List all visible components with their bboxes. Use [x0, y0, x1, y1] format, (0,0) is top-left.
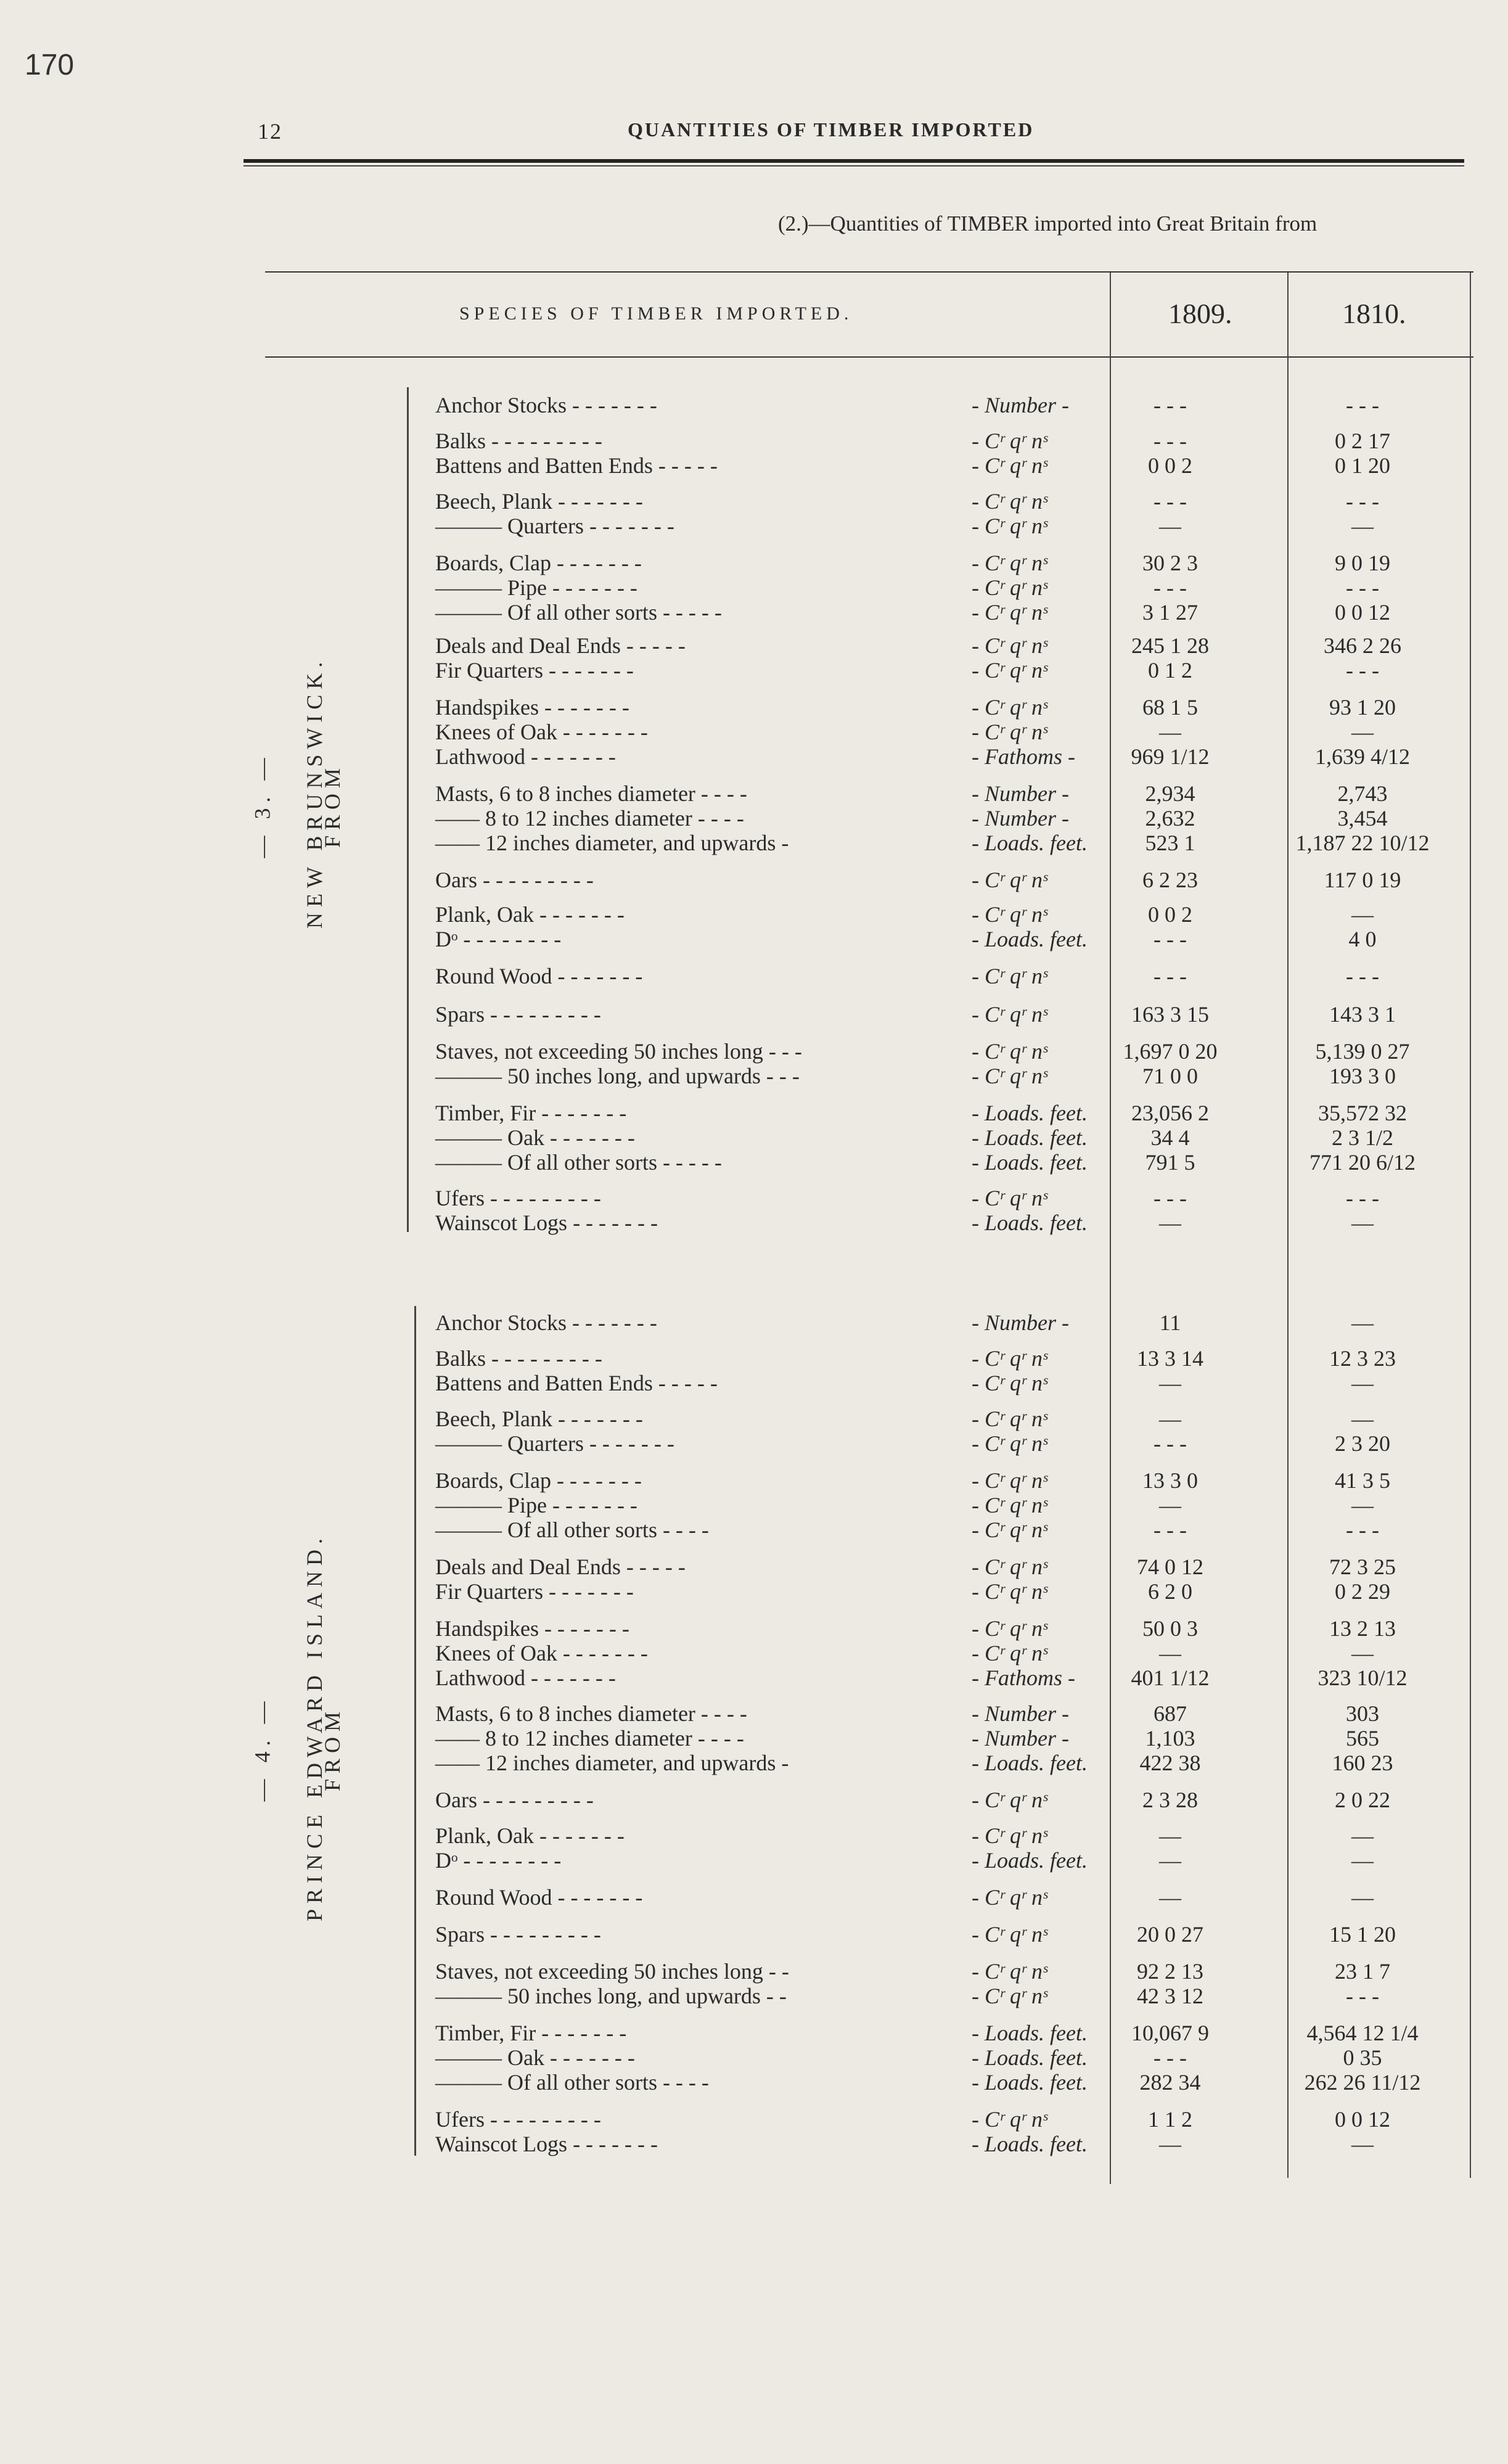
value-1810: - - -	[1346, 1186, 1379, 1210]
value-1809: 71 0 0	[1142, 1064, 1198, 1088]
column-header-1809: 1809.	[1168, 298, 1232, 329]
running-head: QUANTITIES OF TIMBER IMPORTED	[628, 118, 1035, 141]
unit: - Number -	[972, 781, 1069, 806]
value-1810: 41 3 5	[1335, 1468, 1390, 1493]
unit: - Cʳ qʳ nˢ	[972, 964, 1047, 988]
table-row	[435, 1847, 1471, 1872]
table-row	[435, 550, 1471, 575]
table-row	[435, 453, 1471, 477]
value-1810: 2 3 20	[1335, 1431, 1390, 1456]
value-1809: 13 3 0	[1142, 1468, 1198, 1493]
species-name: Round Wood - - - - - - -	[435, 1885, 643, 1910]
unit: - Cʳ qʳ nˢ	[972, 1493, 1047, 1517]
value-1809: 523 1	[1145, 831, 1195, 855]
value-1809: 0 0 2	[1148, 453, 1192, 478]
table-row	[435, 867, 1471, 892]
unit: - Cʳ qʳ nˢ	[972, 1788, 1047, 1812]
value-1810: 1,639 4/12	[1314, 744, 1410, 769]
value-1810: 143 3 1	[1329, 1002, 1396, 1027]
table-row	[435, 901, 1471, 926]
unit: - Number -	[972, 1726, 1069, 1751]
table-row	[435, 2106, 1471, 2131]
value-1810: —	[1351, 902, 1374, 927]
table-row	[435, 781, 1471, 805]
unit: - Cʳ qʳ nˢ	[972, 1039, 1047, 1064]
table-row	[435, 657, 1471, 682]
table-row	[435, 2131, 1471, 2156]
value-1810: - - -	[1346, 489, 1379, 514]
value-1809: 163 3 15	[1131, 1002, 1209, 1027]
value-1810: —	[1351, 1641, 1374, 1665]
table-row	[435, 1431, 1471, 1455]
value-1809: —	[1159, 1493, 1181, 1517]
value-1809: 92 2 13	[1137, 1959, 1203, 1984]
unit: - Cʳ qʳ nˢ	[972, 429, 1047, 453]
value-1809: —	[1159, 1407, 1181, 1431]
section-1-region: NEW BRUNSWICK.	[302, 656, 327, 929]
value-1810: 2 3 1/2	[1331, 1125, 1393, 1150]
table-row	[435, 1345, 1471, 1370]
species-name: ——— Of all other sorts - - - - -	[435, 600, 722, 625]
unit: - Cʳ qʳ nˢ	[972, 1885, 1047, 1910]
species-name: Battens and Batten Ends - - - - -	[435, 453, 718, 478]
header-rule	[244, 159, 1464, 163]
table-row	[435, 1125, 1471, 1149]
unit: - Cʳ qʳ nˢ	[972, 1616, 1047, 1641]
table-header-rule	[265, 356, 1473, 358]
column-header-1810: 1810.	[1342, 298, 1406, 329]
unit: - Loads. feet.	[972, 1150, 1088, 1175]
value-1809: 74 0 12	[1137, 1554, 1203, 1579]
value-1809: 68 1 5	[1142, 695, 1198, 720]
value-1810: 0 35	[1343, 2045, 1382, 2070]
value-1810: 565	[1346, 1726, 1379, 1751]
table-row	[435, 1701, 1471, 1725]
value-1810: 193 3 0	[1329, 1064, 1396, 1088]
value-1810: —	[1351, 1310, 1374, 1335]
unit: - Number -	[972, 806, 1069, 831]
unit: - Cʳ qʳ nˢ	[972, 1371, 1047, 1395]
table-row	[435, 513, 1471, 538]
value-1809: 0 0 2	[1148, 902, 1192, 927]
unit: - Number -	[972, 393, 1069, 417]
species-name: Beech, Plank - - - - - - -	[435, 1407, 643, 1431]
value-1810: 303	[1346, 1701, 1379, 1726]
table-row	[435, 1468, 1471, 1492]
header-rule-thin	[244, 165, 1464, 166]
section-2-region: PRINCE EDWARD ISLAND.	[302, 1533, 327, 1921]
species-name: ——— Quarters - - - - - - -	[435, 1431, 674, 1456]
section-1-number: — 3. —	[250, 752, 275, 858]
table-row	[435, 1616, 1471, 1640]
value-1809: 687	[1154, 1701, 1187, 1726]
value-1810: 9 0 19	[1335, 551, 1390, 575]
table-row	[435, 599, 1471, 624]
value-1810: 35,572 32	[1318, 1101, 1407, 1125]
value-1809: 2 3 28	[1142, 1788, 1198, 1812]
unit: - Cʳ qʳ nˢ	[972, 1959, 1047, 1984]
value-1809: —	[1159, 1848, 1181, 1873]
value-1810: —	[1351, 1885, 1374, 1910]
value-1810: 771 20 6/12	[1309, 1150, 1416, 1175]
unit: - Cʳ qʳ nˢ	[972, 1922, 1047, 1947]
species-name: Timber, Fir - - - - - - -	[435, 1101, 627, 1125]
value-1810: —	[1351, 1371, 1374, 1395]
table-row	[435, 1100, 1471, 1125]
unit: - Cʳ qʳ nˢ	[972, 1468, 1047, 1493]
table-row	[435, 1640, 1471, 1665]
species-name: ——— Oak - - - - - - -	[435, 1125, 635, 1150]
unit: - Cʳ qʳ nˢ	[972, 1641, 1047, 1665]
species-name: Spars - - - - - - - - -	[435, 1002, 601, 1027]
table-row	[435, 1370, 1471, 1395]
table-row	[435, 1665, 1471, 1690]
value-1809: 20 0 27	[1137, 1922, 1203, 1947]
table-row	[435, 963, 1471, 988]
value-1810: - - -	[1346, 575, 1379, 600]
value-1809: —	[1159, 1641, 1181, 1665]
unit: - Loads. feet.	[972, 1101, 1088, 1125]
value-1809: - - -	[1154, 2045, 1187, 2070]
unit: - Loads. feet.	[972, 2045, 1088, 2070]
unit: - Cʳ qʳ nˢ	[972, 2107, 1047, 2132]
unit: - Cʳ qʳ nˢ	[972, 1554, 1047, 1579]
table-row	[435, 805, 1471, 830]
value-1810: 2,743	[1337, 781, 1388, 806]
species-name: ——— Pipe - - - - - - -	[435, 1493, 637, 1517]
value-1809: 23,056 2	[1131, 1101, 1209, 1125]
value-1810: 0 1 20	[1335, 453, 1390, 478]
table-row	[435, 1185, 1471, 1210]
value-1810: - - -	[1346, 1984, 1379, 2008]
unit: - Loads. feet.	[972, 2021, 1088, 2045]
value-1809: 34 4	[1150, 1125, 1190, 1150]
value-1809: 1,697 0 20	[1123, 1039, 1218, 1064]
value-1809: —	[1159, 1371, 1181, 1395]
value-1810: 4,564 12 1/4	[1306, 2021, 1419, 2045]
table-row	[435, 926, 1471, 951]
value-1809: —	[1159, 1210, 1181, 1235]
species-name: Knees of Oak - - - - - - -	[435, 1641, 648, 1665]
table-row	[435, 2069, 1471, 2094]
value-1810: 4 0	[1348, 927, 1377, 951]
species-name: Handspikes - - - - - - -	[435, 1616, 629, 1641]
scan-page-number: 170	[25, 49, 75, 81]
species-name: Dᵒ - - - - - - - -	[435, 927, 562, 951]
unit: - Cʳ qʳ nˢ	[972, 1346, 1047, 1371]
value-1810: 160 23	[1332, 1751, 1393, 1775]
value-1810: 15 1 20	[1329, 1922, 1396, 1947]
value-1809: 282 34	[1139, 2070, 1201, 2095]
value-1809: 401 1/12	[1131, 1665, 1210, 1690]
unit: - Loads. feet.	[972, 927, 1088, 951]
species-name: Balks - - - - - - - - -	[435, 1346, 602, 1371]
species-name: Boards, Clap - - - - - - -	[435, 1468, 642, 1493]
value-1810: - - -	[1346, 658, 1379, 683]
species-name: Lathwood - - - - - - -	[435, 744, 616, 769]
value-1809: —	[1159, 2132, 1181, 2156]
value-1809: 2,632	[1145, 806, 1195, 831]
unit: - Fathoms -	[972, 1665, 1075, 1690]
unit: - Cʳ qʳ nˢ	[972, 514, 1047, 538]
value-1809: 969 1/12	[1131, 744, 1210, 769]
value-1810: 12 3 23	[1329, 1346, 1396, 1371]
value-1809: 791 5	[1145, 1150, 1195, 1175]
value-1810: - - -	[1346, 964, 1379, 988]
species-name: Masts, 6 to 8 inches diameter - - - -	[435, 781, 747, 806]
section-1-from: FROM	[320, 762, 345, 848]
value-1810: —	[1351, 1848, 1374, 1873]
species-name: Wainscot Logs - - - - - - -	[435, 2132, 658, 2156]
section-2-number: — 4. —	[250, 1696, 275, 1802]
unit: - Cʳ qʳ nˢ	[972, 551, 1047, 575]
section-2-from: FROM	[320, 1706, 345, 1792]
value-1810: —	[1351, 1210, 1374, 1235]
species-name: —— 12 inches diameter, and upwards -	[435, 1751, 789, 1775]
unit: - Fathoms -	[972, 744, 1075, 769]
value-1810: 0 0 12	[1335, 2107, 1390, 2132]
unit: - Loads. feet.	[972, 1210, 1088, 1235]
species-name: Oars - - - - - - - - -	[435, 1788, 594, 1812]
species-name: Deals and Deal Ends - - - - -	[435, 633, 686, 658]
value-1809: - - -	[1154, 393, 1187, 417]
section-1-brace	[407, 387, 416, 1232]
species-name: ——— Pipe - - - - - - -	[435, 575, 637, 600]
value-1810: 23 1 7	[1335, 1959, 1390, 1984]
unit: - Number -	[972, 1701, 1069, 1726]
species-name: ——— Of all other sorts - - - -	[435, 1517, 709, 1542]
value-1810: 0 2 17	[1335, 429, 1390, 453]
value-1809: 2,934	[1145, 781, 1195, 806]
table-row	[435, 428, 1471, 453]
value-1809: 1 1 2	[1148, 2107, 1192, 2132]
value-1809: - - -	[1154, 429, 1187, 453]
table-row	[435, 2020, 1471, 2045]
value-1809: —	[1159, 1823, 1181, 1848]
unit: - Cʳ qʳ nˢ	[972, 489, 1047, 514]
table-row	[435, 719, 1471, 744]
value-1809: 3 1 27	[1142, 600, 1198, 625]
unit: - Cʳ qʳ nˢ	[972, 1064, 1047, 1088]
table-row	[435, 1492, 1471, 1517]
value-1809: 0 1 2	[1148, 658, 1192, 683]
table-row	[435, 1787, 1471, 1812]
unit: - Loads. feet.	[972, 1848, 1088, 1873]
species-name: Anchor Stocks - - - - - - -	[435, 1310, 657, 1335]
species-name: Lathwood - - - - - - -	[435, 1665, 616, 1690]
table-row	[435, 1063, 1471, 1088]
table-row	[435, 633, 1471, 657]
species-name: Oars - - - - - - - - -	[435, 868, 594, 892]
value-1809: 245 1 28	[1131, 633, 1209, 658]
value-1810: 3,454	[1337, 806, 1388, 831]
table-row	[435, 1579, 1471, 1603]
value-1810: —	[1351, 514, 1374, 538]
species-name: ——— Quarters - - - - - - -	[435, 514, 674, 538]
unit: - Cʳ qʳ nˢ	[972, 658, 1047, 683]
value-1810: —	[1351, 1407, 1374, 1431]
value-1810: —	[1351, 1493, 1374, 1517]
value-1810: 0 0 12	[1335, 600, 1390, 625]
value-1809: - - -	[1154, 1517, 1187, 1542]
unit: - Cʳ qʳ nˢ	[972, 1002, 1047, 1027]
table-row	[435, 1310, 1471, 1334]
table-row	[435, 1001, 1471, 1026]
table-row	[435, 1554, 1471, 1579]
species-name: ——— Of all other sorts - - - - -	[435, 1150, 722, 1175]
unit: - Cʳ qʳ nˢ	[972, 1517, 1047, 1542]
value-1809: 30 2 3	[1142, 551, 1198, 575]
species-name: Round Wood - - - - - - -	[435, 964, 643, 988]
value-1809: —	[1159, 1885, 1181, 1910]
unit: - Cʳ qʳ nˢ	[972, 600, 1047, 625]
value-1809: 1,103	[1145, 1726, 1195, 1751]
species-name: Battens and Batten Ends - - - - -	[435, 1371, 718, 1395]
species-name: Masts, 6 to 8 inches diameter - - - -	[435, 1701, 747, 1726]
value-1809: - - -	[1154, 489, 1187, 514]
species-name: Dᵒ - - - - - - - -	[435, 1848, 562, 1873]
value-1810: 93 1 20	[1329, 695, 1396, 720]
unit: - Cʳ qʳ nˢ	[972, 1431, 1047, 1456]
species-name: Staves, not exceeding 50 inches long - -	[435, 1959, 789, 1984]
species-name: Plank, Oak - - - - - - -	[435, 1823, 625, 1848]
unit: - Cʳ qʳ nˢ	[972, 902, 1047, 927]
species-name: —— 12 inches diameter, and upwards -	[435, 831, 789, 855]
unit: - Cʳ qʳ nˢ	[972, 695, 1047, 720]
value-1810: - - -	[1346, 393, 1379, 417]
unit: - Cʳ qʳ nˢ	[972, 575, 1047, 600]
table-row	[435, 1038, 1471, 1063]
value-1810: —	[1351, 1823, 1374, 1848]
value-1810: - - -	[1346, 1517, 1379, 1542]
species-name: Fir Quarters - - - - - - -	[435, 1579, 634, 1604]
table-row	[435, 1983, 1471, 2008]
value-1809: 10,067 9	[1131, 2021, 1209, 2045]
table-row	[435, 1823, 1471, 1847]
table-row	[435, 1406, 1471, 1431]
species-name: —— 8 to 12 inches diameter - - - -	[435, 806, 744, 831]
unit: - Cʳ qʳ nˢ	[972, 453, 1047, 478]
table-subtitle: (2.)—Quantities of TIMBER imported into Great Britain from	[778, 211, 1317, 236]
table-row	[435, 1149, 1471, 1174]
species-name: Knees of Oak - - - - - - -	[435, 720, 648, 744]
species-name: Boards, Clap - - - - - - -	[435, 551, 642, 575]
unit: - Loads. feet.	[972, 2132, 1088, 2156]
value-1810: 346 2 26	[1324, 633, 1401, 658]
value-1809: 13 3 14	[1137, 1346, 1203, 1371]
species-name: Handspikes - - - - - - -	[435, 695, 629, 720]
unit: - Cʳ qʳ nˢ	[972, 1984, 1047, 2008]
unit: - Loads. feet.	[972, 1751, 1088, 1775]
table-row	[435, 1210, 1471, 1234]
unit: - Loads. feet.	[972, 2070, 1088, 2095]
species-name: Balks - - - - - - - - -	[435, 429, 602, 453]
value-1810: 117 0 19	[1324, 868, 1401, 892]
table-row	[435, 1884, 1471, 1909]
value-1810: —	[1351, 2132, 1374, 2156]
value-1809: 6 2 0	[1148, 1579, 1192, 1604]
value-1810: 2 0 22	[1335, 1788, 1390, 1812]
value-1810: 5,139 0 27	[1315, 1039, 1410, 1064]
unit: - Loads. feet.	[972, 1125, 1088, 1150]
table-row	[435, 1517, 1471, 1542]
value-1809: 50 0 3	[1142, 1616, 1198, 1641]
table-row	[435, 694, 1471, 719]
species-name: ——— 50 inches long, and upwards - -	[435, 1984, 787, 2008]
value-1809: —	[1159, 720, 1181, 744]
species-name: ——— Of all other sorts - - - -	[435, 2070, 709, 2095]
species-name: Timber, Fir - - - - - - -	[435, 2021, 627, 2045]
table-row	[435, 392, 1471, 417]
table-row	[435, 488, 1471, 513]
species-name: Fir Quarters - - - - - - -	[435, 658, 634, 683]
table-row	[435, 1750, 1471, 1775]
value-1809: - - -	[1154, 575, 1187, 600]
value-1809: 11	[1159, 1310, 1181, 1335]
value-1810: 72 3 25	[1329, 1554, 1396, 1579]
species-name: ——— Oak - - - - - - -	[435, 2045, 635, 2070]
column-header-species: SPECIES OF TIMBER IMPORTED.	[459, 303, 853, 324]
value-1809: - - -	[1154, 927, 1187, 951]
table-row	[435, 1958, 1471, 1983]
value-1810: 323 10/12	[1317, 1665, 1408, 1690]
species-name: Ufers - - - - - - - - -	[435, 2107, 601, 2132]
table-row	[435, 575, 1471, 599]
table-row	[435, 2045, 1471, 2069]
unit: - Cʳ qʳ nˢ	[972, 1407, 1047, 1431]
table-top-rule	[265, 271, 1473, 273]
species-name: —— 8 to 12 inches diameter - - - -	[435, 1726, 744, 1751]
species-name: Staves, not exceeding 50 inches long - - -	[435, 1039, 802, 1064]
table-row	[435, 744, 1471, 768]
table-row	[435, 830, 1471, 855]
value-1809: 42 3 12	[1137, 1984, 1203, 2008]
unit: - Cʳ qʳ nˢ	[972, 720, 1047, 744]
value-1809: —	[1159, 514, 1181, 538]
value-1809: 6 2 23	[1142, 868, 1198, 892]
value-1809: - - -	[1154, 964, 1187, 988]
unit: - Cʳ qʳ nˢ	[972, 1186, 1047, 1210]
unit: - Cʳ qʳ nˢ	[972, 868, 1047, 892]
species-name: Ufers - - - - - - - - -	[435, 1186, 601, 1210]
value-1809: - - -	[1154, 1431, 1187, 1456]
species-name: Spars - - - - - - - - -	[435, 1922, 601, 1947]
section-2-brace	[414, 1306, 424, 2156]
species-name: Wainscot Logs - - - - - - -	[435, 1210, 658, 1235]
unit: - Number -	[972, 1310, 1069, 1335]
species-name: Plank, Oak - - - - - - -	[435, 902, 625, 927]
species-name: ——— 50 inches long, and upwards - - -	[435, 1064, 800, 1088]
value-1810: 262 26 11/12	[1304, 2070, 1421, 2095]
species-name: Deals and Deal Ends - - - - -	[435, 1554, 686, 1579]
unit: - Cʳ qʳ nˢ	[972, 1823, 1047, 1848]
value-1809: - - -	[1154, 1186, 1187, 1210]
table-row	[435, 1725, 1471, 1750]
unit: - Loads. feet.	[972, 831, 1088, 855]
value-1810: 0 2 29	[1335, 1579, 1390, 1604]
value-1809: 422 38	[1139, 1751, 1201, 1775]
species-name: Anchor Stocks - - - - - - -	[435, 393, 657, 417]
species-name: Beech, Plank - - - - - - -	[435, 489, 643, 514]
table-row	[435, 1921, 1471, 1946]
value-1810: —	[1351, 720, 1374, 744]
page-number: 12	[258, 119, 282, 144]
value-1810: 13 2 13	[1329, 1616, 1396, 1641]
unit: - Cʳ qʳ nˢ	[972, 633, 1047, 658]
value-1810: 1,187 22 10/12	[1295, 831, 1430, 855]
unit: - Cʳ qʳ nˢ	[972, 1579, 1047, 1604]
